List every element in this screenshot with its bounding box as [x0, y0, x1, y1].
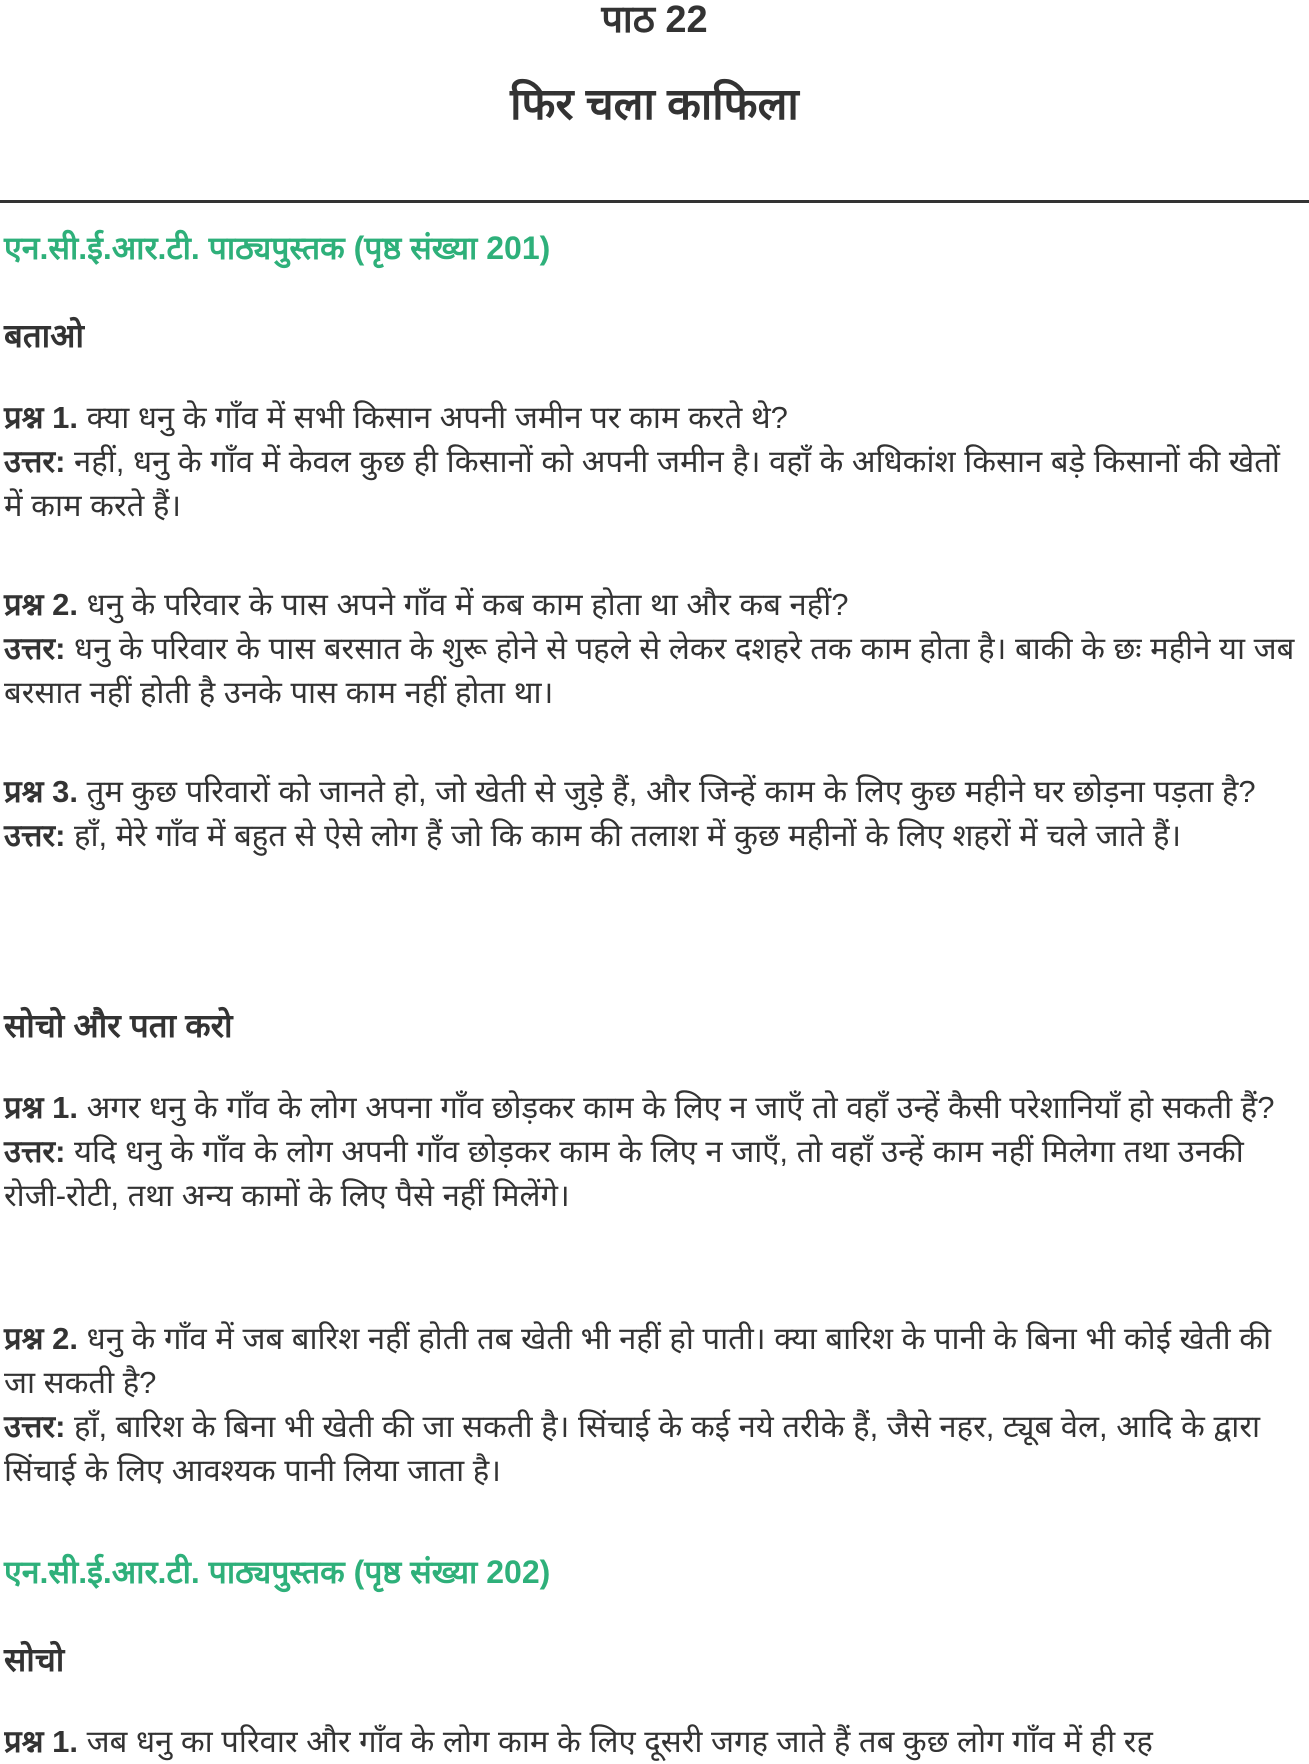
answer-label: उत्तर: [4, 818, 66, 853]
answer-label: उत्तर: [4, 444, 66, 479]
question-text: तुम कुछ परिवारों को जानते हो, जो खेती से जुड़े हैं, और जिन्हें काम के लिए कुछ महीने घर छोड़ना पड़ता है? [86, 774, 1256, 809]
question-text: धनु के गाँव में जब बारिश नहीं होती तब खेती भी नहीं हो पाती। क्या बारिश के पानी के बिना भी कोई खेती की जा सकती है? [4, 1321, 1272, 1400]
question-number: प्रश्न 2. [4, 587, 79, 622]
answer-text: हाँ, बारिश के बिना भी खेती की जा सकती है। सिंचाई के कई नये तरीके हैं, जैसे नहर, ट्यूब वेल, आदि के द्वारा सिंचाई के लिए आवश्यक पानी लिया जाता है। [4, 1409, 1261, 1488]
section-heading-socho-aur-pata-karo: सोचो और पता करो [4, 1007, 233, 1044]
source-heading-202: एन.सी.ई.आर.टी. पाठ्यपुस्तक (पृष्ठ संख्या 202) [4, 1554, 551, 1590]
qa-item [4, 1317, 1301, 1493]
question-number: प्रश्न 2. [4, 1321, 79, 1356]
answer-label: उत्तर: [4, 631, 66, 666]
source-heading-201: एन.सी.ई.आर.टी. पाठ्यपुस्तक (पृष्ठ संख्या 201) [4, 230, 551, 266]
qa-item [4, 1720, 1301, 1764]
chapter-title: फिर चला काफिला [510, 80, 799, 129]
answer-text: नहीं, धनु के गाँव में केवल कुछ ही किसानों को अपनी जमीन है। वहाँ के अधिकांश किसान बड़े किसानों की खेतों में काम करते हैं। [4, 444, 1280, 523]
qa-item [4, 396, 1301, 528]
qa-item [4, 583, 1301, 715]
section-heading-socho: सोचो [4, 1641, 65, 1678]
question-number: प्रश्न 1. [4, 400, 79, 435]
question-text: धनु के परिवार के पास अपने गाँव में कब काम होता था और कब नहीं? [86, 587, 849, 622]
question-text: अगर धनु के गाँव के लोग अपना गाँव छोड़कर काम के लिए न जाएँ तो वहाँ उन्हें कैसी परेशानियाँ हो सकती हैं? [86, 1090, 1275, 1125]
question-number: प्रश्न 1. [4, 1090, 79, 1125]
answer-label: उत्तर: [4, 1409, 66, 1444]
answer-label: उत्तर: [4, 1134, 66, 1169]
chapter-number: पाठ 22 [601, 0, 708, 41]
question-text: जब धनु का परिवार और गाँव के लोग काम के लिए दूसरी जगह जाते हैं तब कुछ लोग गाँव में ही रह [86, 1724, 1153, 1759]
answer-text: हाँ, मेरे गाँव में बहुत से ऐसे लोग हैं जो कि काम की तलाश में कुछ महीनों के लिए शहरों में चले जाते हैं। [74, 818, 1182, 853]
answer-text: यदि धनु के गाँव के लोग अपनी गाँव छोड़कर काम के लिए न जाएँ, तो वहाँ उन्हें काम नहीं मिलेगा तथा उनकी रोजी-रोटी, तथा अन्य कामों के लिए पैसे नहीं मिलेंगे। [4, 1134, 1244, 1213]
divider [0, 200, 1309, 203]
answer-text: धनु के परिवार के पास बरसात के शुरू होने से पहले से लेकर दशहरे तक काम होता है। बाकी के छः महीने या जब बरसात नहीं होती है उनके पास काम नहीं होता था। [4, 631, 1295, 710]
section-heading-batao: बताओ [4, 317, 84, 354]
question-text: क्या धनु के गाँव में सभी किसान अपनी जमीन पर काम करते थे? [86, 400, 788, 435]
question-number: प्रश्न 3. [4, 774, 79, 809]
question-number: प्रश्न 1. [4, 1724, 79, 1759]
qa-item [4, 770, 1301, 858]
qa-item [4, 1086, 1301, 1218]
